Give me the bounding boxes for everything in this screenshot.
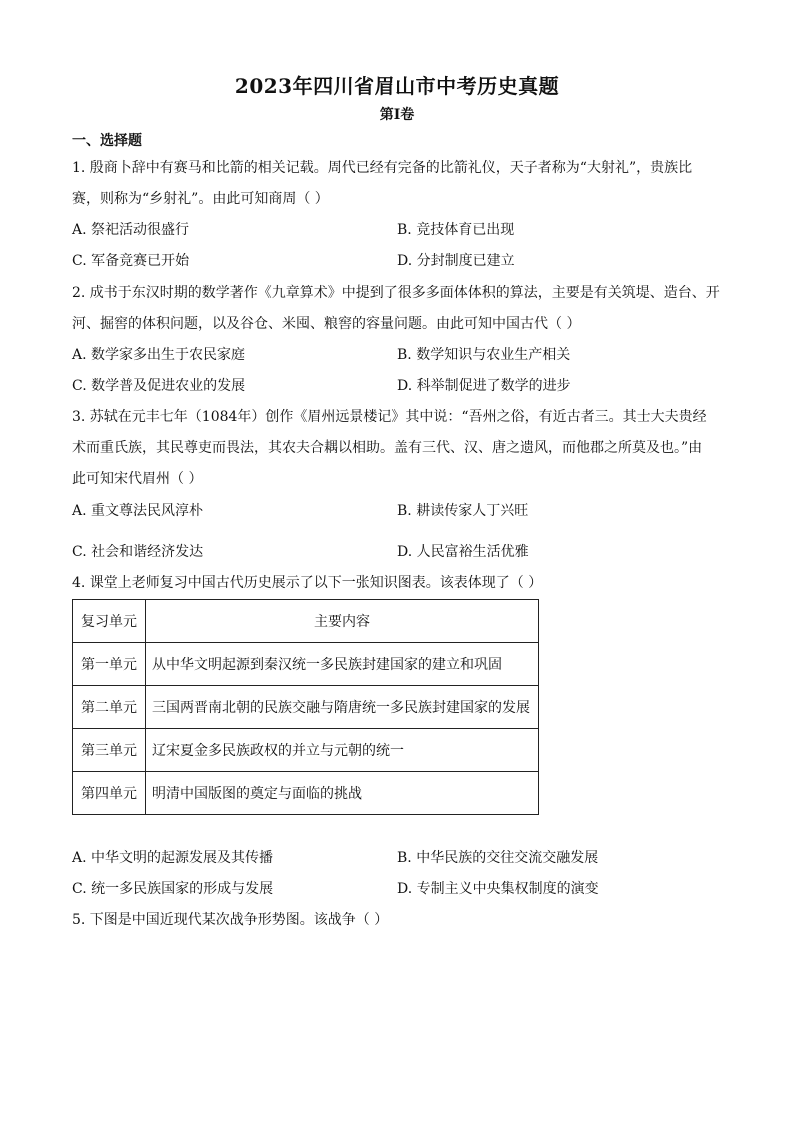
question-2-line-1: 2. 成书于东汉时期的数学著作《九章算术》中提到了很多多面体体积的算法，主要是有关筑堤、造台、开 — [72, 285, 720, 301]
question-4-line-1: 4. 课堂上老师复习中国古代历史展示了以下一张知识图表。该表体现了（ ） — [72, 575, 543, 591]
table-cell-content: 辽宋夏金多民族政权的并立与元朝的统一 — [146, 729, 539, 772]
question-2-line-2: 河、掘窖的体积问题，以及谷仓、米囤、粮窖的容量问题。由此可知中国古代（ ） — [72, 316, 581, 332]
page-title: 2023年四川省眉山市中考历史真题 — [234, 74, 560, 98]
question-1-option-a: A. 祭祀活动很盛行 — [72, 222, 190, 238]
question-1-option-b: B. 竞技体育已出现 — [397, 222, 515, 238]
table-cell-content: 三国两晋南北朝的民族交融与隋唐统一多民族封建国家的发展 — [146, 686, 539, 729]
question-1-option-d: D. 分封制度已建立 — [397, 253, 515, 269]
review-table — [72, 599, 539, 815]
question-3-line-2: 术而重氏族，其民尊吏而畏法，其农夫合耦以相助。盖有三代、汉、唐之遗风，而他郡之所莫及也。”由 — [72, 440, 703, 456]
table-row — [73, 686, 539, 729]
table-cell-unit: 第二单元 — [73, 686, 146, 729]
volume-heading: 第I卷 — [379, 107, 415, 123]
question-3-option-b: B. 耕读传家人丁兴旺 — [397, 503, 529, 519]
question-1-line-1: 1. 殷商卜辞中有赛马和比箭的相关记载。周代已经有完备的比箭礼仪，天子者称为“大射礼”，贵族比 — [72, 160, 693, 176]
question-2-option-d: D. 科举制促进了数学的进步 — [397, 378, 571, 394]
question-3-line-1: 3. 苏轼在元丰七年（1084年）创作《眉州远景楼记》其中说：“吾州之俗，有近古者三。其士大夫贵经 — [72, 409, 707, 425]
table-cell-unit: 第四单元 — [73, 772, 146, 815]
question-3-line-3: 此可知宋代眉州（ ） — [72, 471, 203, 487]
question-1-line-2: 赛，则称为“乡射礼”。由此可知商周（ ） — [72, 191, 329, 207]
table-cell-unit: 第三单元 — [73, 729, 146, 772]
question-4-option-c: C. 统一多民族国家的形成与发展 — [72, 881, 274, 897]
table-header-row — [73, 600, 539, 643]
table-cell-content: 从中华文明起源到秦汉统一多民族封建国家的建立和巩固 — [146, 643, 539, 686]
table-header-content: 主要内容 — [146, 600, 539, 643]
table-row — [73, 772, 539, 815]
table-cell-content: 明清中国版图的奠定与面临的挑战 — [146, 772, 539, 815]
question-3-option-d: D. 人民富裕生活优雅 — [397, 544, 529, 560]
question-2-option-b: B. 数学知识与农业生产相关 — [397, 347, 571, 363]
question-4-option-b: B. 中华民族的交往交流交融发展 — [397, 850, 599, 866]
question-2-option-a: A. 数学家多出生于农民家庭 — [72, 347, 246, 363]
question-2-option-c: C. 数学普及促进农业的发展 — [72, 378, 246, 394]
table-cell-unit: 第一单元 — [73, 643, 146, 686]
question-5-line-1: 5. 下图是中国近现代某次战争形势图。该战争（ ） — [72, 912, 389, 928]
question-3-option-c: C. 社会和谐经济发达 — [72, 544, 204, 560]
table-header-unit: 复习单元 — [73, 600, 146, 643]
table-row — [73, 729, 539, 772]
question-3-option-a: A. 重文尊法民风淳朴 — [72, 503, 204, 519]
question-1-option-c: C. 军备竞赛已开始 — [72, 253, 190, 269]
table-row — [73, 643, 539, 686]
question-4-option-d: D. 专制主义中央集权制度的演变 — [397, 881, 599, 897]
question-4-option-a: A. 中华文明的起源发展及其传播 — [72, 850, 274, 866]
section-heading: 一、选择题 — [72, 133, 142, 149]
